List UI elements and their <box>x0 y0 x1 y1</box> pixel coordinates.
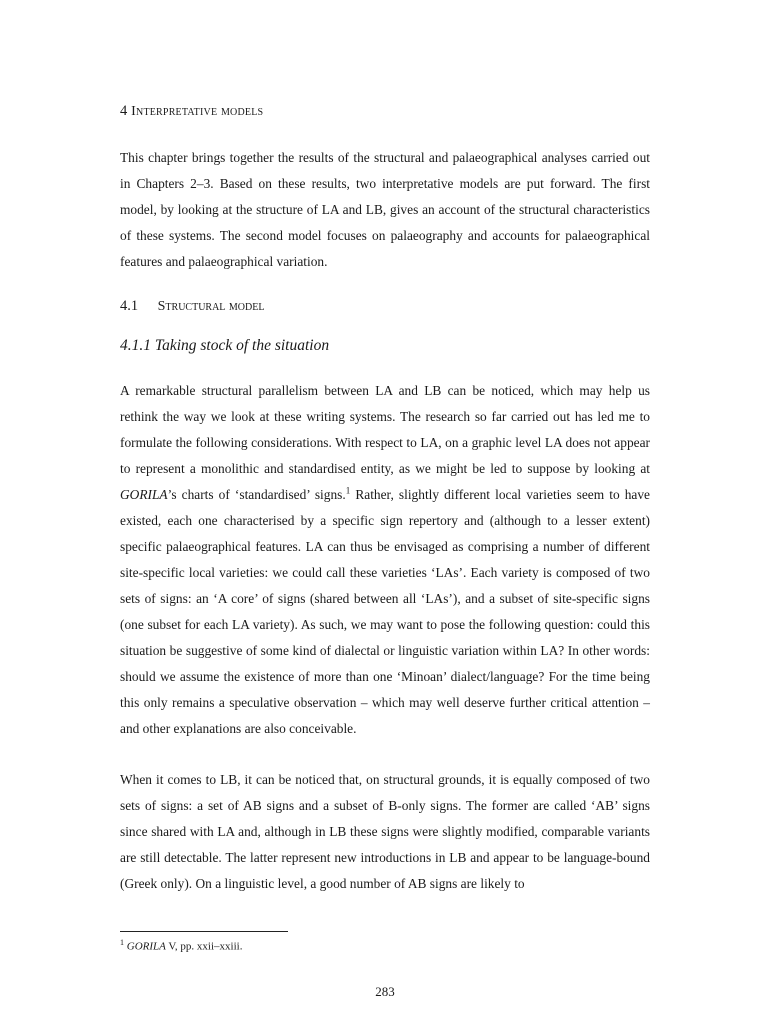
subsection-heading: 4.1.1 Taking stock of the situation <box>120 337 330 354</box>
footnote-number: 1 <box>120 938 124 947</box>
footnote-divider <box>120 931 288 932</box>
paragraph-1-text-a: A remarkable structural parallelism between LA and LB can be noticed, which may help us rethink the way we look at these writing systems. The research so far carried out has led me to formulate the following considerations. With respect to LA, on a graphic level LA does not appear to represent a monolithic and standardised entity, as we might be led to suppose by looking at <box>120 383 650 476</box>
section-title: Structural model <box>157 299 265 314</box>
footnote-reference[interactable]: 1 <box>345 485 351 496</box>
chapter-title: Interpretative models <box>131 104 264 119</box>
section-heading <box>120 298 264 315</box>
footnote-text: V, pp. xxii–xxiii. <box>165 940 243 953</box>
page-number: 283 <box>375 984 395 999</box>
section-number: 4.1 <box>120 298 139 314</box>
paragraph-1-italic-gorila: GORILA <box>120 487 168 502</box>
chapter-number: 4 <box>120 103 128 119</box>
paragraph-1-text-c: Rather, slightly different local varieties seem to have existed, each one characterised by a specific sign repertory and (although to a lesser extent) specific palaeographical features. LA can thus be envisaged as comprising a number of different site-specific local varieties: we could call these varieties ‘LAs’. Each variety is composed of two sets of signs: an ‘A core’ of signs (shared between all ‘LAs’), and a subset of site-specific signs (one subset for each LA variety). As such, we may want to pose the following question: could this situation be suggestive of some kind of dialectal or linguistic variation within LA? In other words: should we assume the existence of more than one ‘Minoan’ dialect/language? For the time being this only remains a speculative observation – which may well deserve further critical attention – and other explanations are also conceivable. <box>120 487 651 736</box>
paragraph-1-text-b: ’s charts of ‘standardised’ signs. <box>167 487 346 502</box>
footnote <box>120 935 242 955</box>
intro-paragraph: This chapter brings together the results of the structural and palaeographical analyses carried out in Chapters 2–3. Based on these results, two interpretative models are put forward. The first model, by looking at the structure of LA and LB, gives an account of the structural characteristics of these systems. The second model focuses on palaeography and accounts for palaeographical features and palaeographical variation. <box>120 150 650 269</box>
body-paragraph-2: When it comes to LB, it can be noticed that, on structural grounds, it is equally composed of two sets of signs: a set of AB signs and a subset of B-only signs. The former are called ‘AB’ signs since shared with LA and, although in LB these signs were slightly modified, comparable variants are still detectable. The latter represent new introductions in LB and appear to be language-bound (Greek only). On a linguistic level, a good number of AB signs are likely to <box>120 772 650 891</box>
document-page <box>120 0 650 1024</box>
chapter-heading <box>120 103 263 120</box>
footnote-italic: GORILA <box>126 940 166 953</box>
body-paragraph-1 <box>120 378 650 742</box>
